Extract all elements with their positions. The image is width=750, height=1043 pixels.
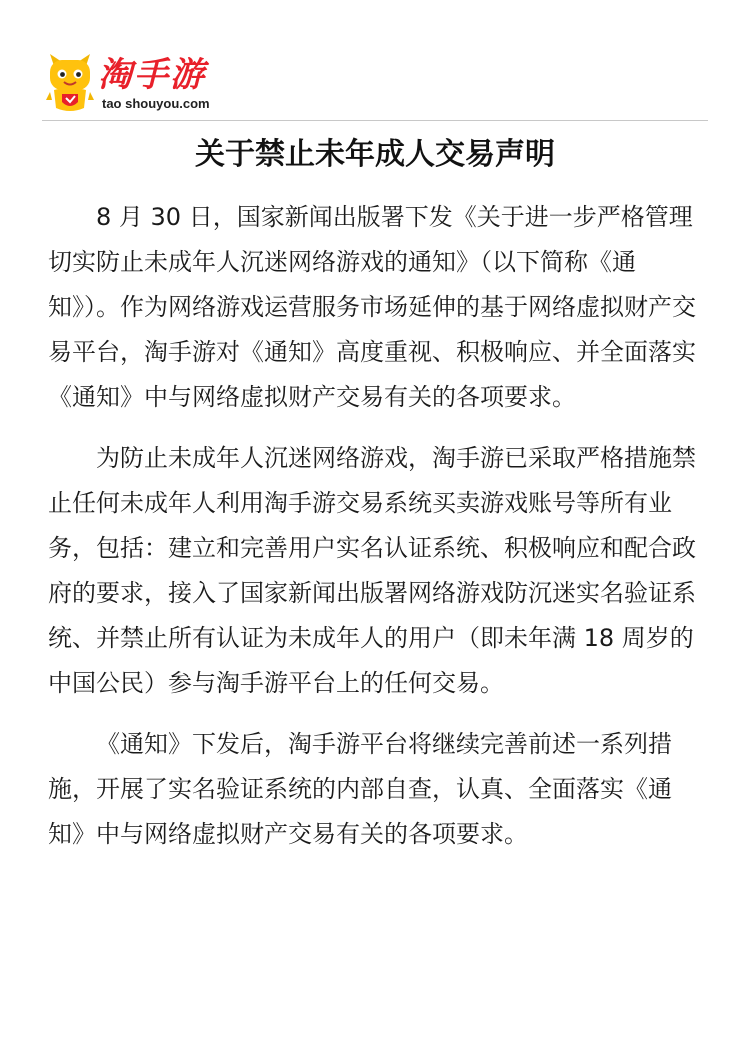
paragraph: 《通知》下发后，淘手游平台将继续完善前述一系列措施，开展了实名验证系统的内部自查，认真、全面落实《通知》中与网络虚拟财产交易有关的各项要求。 bbox=[48, 730, 672, 848]
brand-name: 淘手游 bbox=[98, 55, 206, 95]
brand-header bbox=[44, 52, 304, 118]
brand-url: tao shouyou.com bbox=[102, 96, 210, 111]
mascot-logo-icon bbox=[44, 52, 96, 116]
paragraph: 8 月 30 日，国家新闻出版署下发《关于进一步严格管理 切实防止未成年人沉迷网络游戏的通知》（以下简称《通知》）。作为网络游戏运营服务市场延伸的基于网络虚拟财产交易平台，淘手游对《通知》高度重视、积极响应、并全面落实《通知》中与网络虚拟财产交易有关的各项要求。 bbox=[48, 203, 696, 411]
paragraph: 为防止未成年人沉迷网络游戏，淘手游已采取严格措施禁止任何未成年人利用淘手游交易系统买卖游戏账号等所有业务，包括：建立和完善用户实名认证系统、积极响应和配合政府的要求，接入了国家新闻出版署网络游戏防沉迷实名验证系统、并禁止所有认证为未成年人的用户（即未年满 18 周岁的中国公民）参与淘手游平台上的任何交易。 bbox=[48, 444, 696, 697]
page-title: 关于禁止未年成人交易声明 bbox=[195, 137, 555, 172]
document-body bbox=[48, 195, 698, 873]
header-divider bbox=[42, 120, 708, 121]
